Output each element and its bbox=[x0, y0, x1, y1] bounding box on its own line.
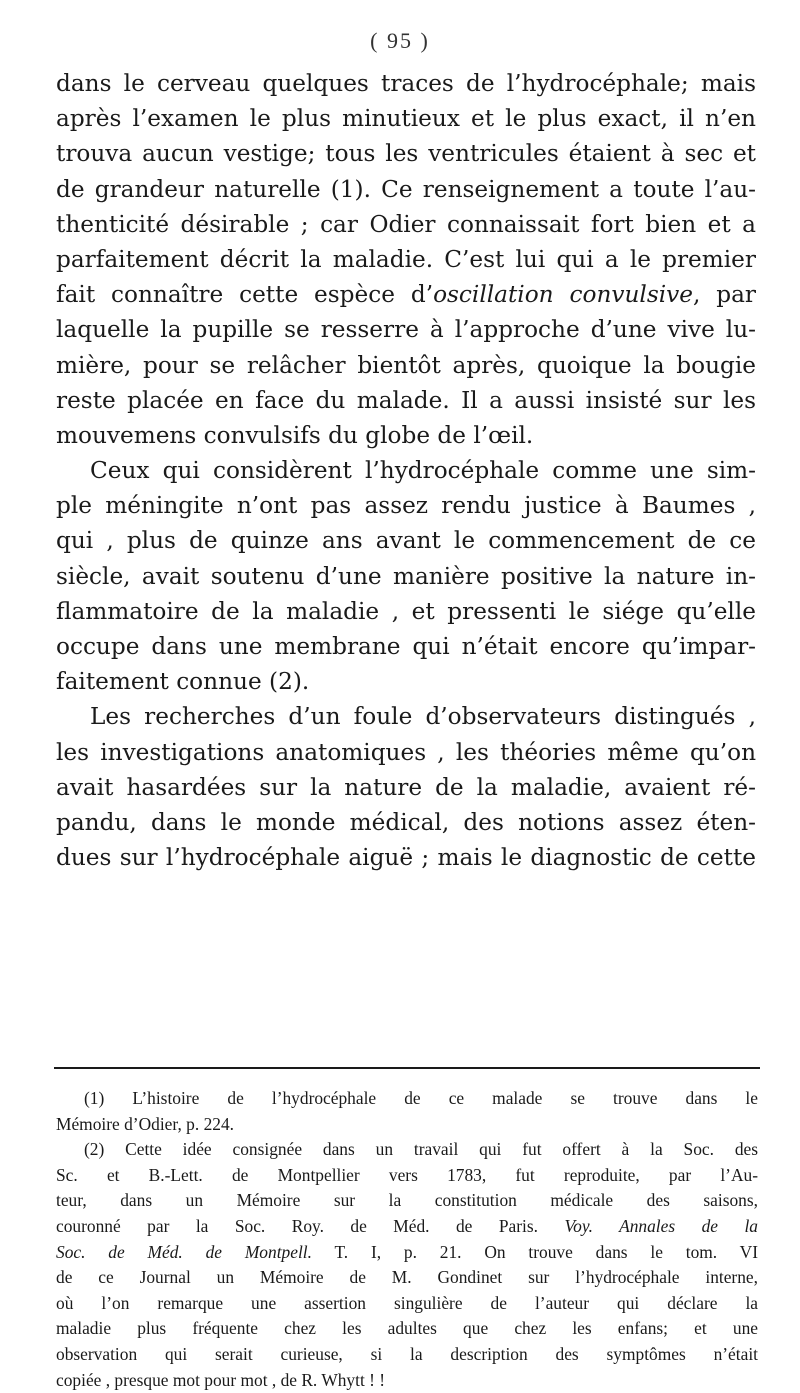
paragraph-start: Ceux qui considèrent l’hydrocéphale comme une sim- bbox=[90, 457, 756, 485]
page-number: ( 95 ) bbox=[370, 28, 430, 53]
body-line: dans le cerveau quelques traces de l’hydrocéphale; mais bbox=[56, 70, 756, 97]
footnote-line: observation qui serait curieuse, si la description des symptômes n’était bbox=[56, 1343, 758, 1364]
footnote-line-start: couronné par la Soc. Roy. de Méd. de Paris. bbox=[56, 1215, 565, 1236]
body-line: pandu, dans le monde médical, des notions assez éten- bbox=[56, 808, 756, 836]
body-line: mouvemens convulsifs du globe de l’œil. bbox=[56, 421, 534, 449]
body-line: qui , plus de quinze ans avant le commencement de ce bbox=[56, 527, 756, 555]
body-line: flammatoire de la maladie , et pressenti le siége qu’elle bbox=[56, 597, 756, 625]
body-line: siècle, avait soutenu d’une manière positive la nature in- bbox=[56, 562, 756, 590]
body-line-italic-term bbox=[56, 277, 756, 312]
footnote-line: où l’on remarque une assertion singulière de l’auteur qui déclare la bbox=[56, 1292, 758, 1313]
footnote-line: (2) Cette idée consignée dans un travail qui fut offert à la Soc. des bbox=[84, 1139, 758, 1160]
footnote-line: Soc. de Méd. de Montpell. T. I, p. 21. On trouve dans le tom. VI bbox=[56, 1241, 758, 1262]
italic-term: oscillation convulsive bbox=[433, 281, 693, 309]
body-line: mière, pour se relâcher bientôt après, quoique la bougie bbox=[56, 351, 756, 379]
body-line: les investigations anatomiques , les théories même qu’on bbox=[56, 738, 756, 766]
body-line: laquelle la pupille se resserre à l’approche d’une vive lu- bbox=[56, 316, 756, 344]
body-line: occupe dans une membrane qui n’était encore qu’impar- bbox=[56, 633, 756, 660]
italic-reference: Voy. Annales de la bbox=[564, 1215, 758, 1236]
footnote-line: maladie plus fréquente chez les adultes que chez les enfans; et une bbox=[56, 1318, 758, 1339]
body-line: parfaitement décrit la maladie. C’est lui qui a le premier bbox=[56, 245, 756, 273]
footnote-divider bbox=[54, 1067, 760, 1069]
footnote-line: de ce Journal un Mémoire de M. Gondinet sur l’hydrocéphale interne, bbox=[56, 1267, 758, 1288]
body-line: trouva aucun vestige; tous les ventricules étaient à sec et bbox=[56, 140, 756, 168]
body-line: avait hasardées sur la nature de la maladie, avaient ré- bbox=[56, 773, 756, 801]
body-line-start: fait connaître cette espèce d’ bbox=[56, 281, 434, 309]
body-line-end: , par bbox=[692, 281, 756, 309]
body-line: après l’examen le plus minutieux et le plus exact, il n’en bbox=[56, 105, 756, 133]
footnotes bbox=[56, 1086, 758, 1393]
footnote-line-with-ref bbox=[56, 1214, 758, 1240]
paragraph-start: Les recherches d’un foule d’observateurs distingués , bbox=[90, 703, 756, 731]
body-line: faitement connue (2). bbox=[56, 668, 310, 696]
body-line: dues sur l’hydrocéphale aiguë ; mais le diagnostic de cette bbox=[56, 844, 756, 872]
footnote-line: teur, dans un Mémoire sur la constitution médicale des saisons, bbox=[56, 1190, 758, 1211]
italic-reference: Soc. de Méd. de Montpell. bbox=[56, 1241, 312, 1262]
footnote-line: (1) L’histoire de l’hydrocéphale de ce malade se trouve dans le bbox=[84, 1088, 758, 1108]
body-line: de grandeur naturelle (1). Ce renseignement a toute l’au- bbox=[56, 175, 756, 203]
footnote-line: Sc. et B.-Lett. de Montpellier vers 1783, fut reproduite, par l’Au- bbox=[56, 1164, 758, 1185]
footnote-line: copiée , presque mot pour mot , de R. Whytt ! ! bbox=[56, 1369, 386, 1390]
footnote-line: Mémoire d’Odier, p. 224. bbox=[56, 1113, 234, 1134]
body-line: reste placée en face du malade. Il a aussi insisté sur les bbox=[56, 386, 756, 414]
body-line: thenticité désirable ; car Odier connaissait fort bien et a bbox=[56, 210, 756, 238]
body-line: ple méningite n’ont pas assez rendu justice à Baumes , bbox=[56, 492, 756, 520]
body-text bbox=[56, 66, 756, 875]
